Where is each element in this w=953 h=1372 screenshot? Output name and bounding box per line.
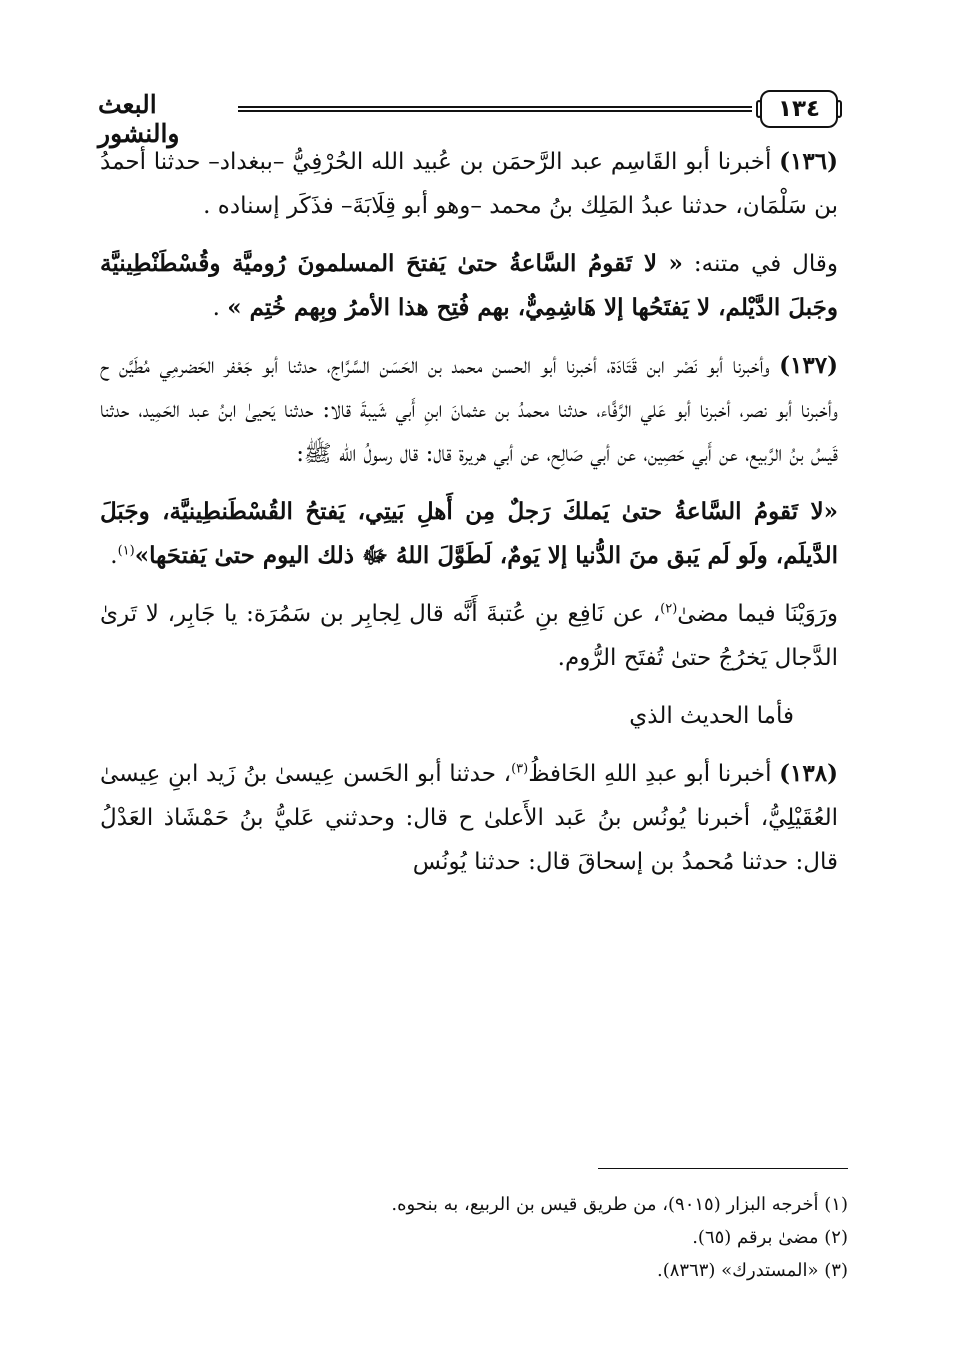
paragraph-amma (100, 694, 838, 738)
footnote-1: (١) أخرجه البزار (٩٠١٥)، من طريق قيس بن الربيع، به بنحوه. (391, 1194, 848, 1215)
paragraph-rawayna (100, 592, 838, 680)
header-divider (238, 106, 752, 112)
paragraph-136 (100, 140, 838, 228)
paragraph-138 (100, 752, 838, 884)
paragraph-intro: وقال في متنه: (682, 251, 838, 277)
footnote-3: (٣) «المستدرك» (٨٣٦٣). (657, 1260, 848, 1281)
footnote-2: (٢) مضىٰ برقم (٦٥). (692, 1227, 848, 1248)
main-text (100, 140, 838, 884)
paragraph-intro: أخبرنا أبو عبدِ اللهِ الحَافظُ (528, 761, 780, 787)
paragraph-matn (100, 242, 838, 330)
paragraph-text: ، حدثنا أبو الحَسن عِيسىٰ بنُ زَيد ابنِ عِيسىٰ العُقَيْلِيُّ، أخبرنا يُونُس بنُ عَبد الأَعلىٰ ح قال: وحدثني عَليُّ بنُ حَمْشَاذ العَدْلُ قال: حدثنا مُحمدُ بن إسحاقَ قال: حدثنا يُونُس (100, 761, 838, 875)
paragraph-text: ، عن نَافِع بنِ عُتبةَ أَنَّه قال لِجابِر بن سَمُرَة: يا جَابِر، لا تَرىٰ الدَّجال يَخرُجُ حتىٰ تُفتَح الرُّوم. (100, 601, 838, 671)
paragraph-text: وأخبرنا أبو نَصْر ابن قَتَادَة، أخبرنا أبو الحسن محمد بن الحَسَن السَّرَّاج، حدثنا أبو جَعْفر الحَضرمِي مُطَيَّن ح وأخبرنا أبو نصر، أخبرنا أبو عَلي الرَّفَّاء، حدثنا محمدُ بن عثمانَ ابنِ أَبي شَيبةَ قالا: حدثنا يَحيىٰ ابنُ عبد الحَمِيد، حدثنا قَيسُ بنُ الرَّبيع، عن أَبي حَصِين، عن أبي صَالِح، عن أبي هريرة قال: قال رسولُ الله ﷺ: (100, 353, 838, 467)
footnotes (100, 1188, 848, 1287)
paragraph-text: فأما الحديث الذي (629, 703, 794, 729)
paragraph-hadith-quote (100, 490, 838, 578)
hadith-number: (١٣٧) (779, 352, 838, 379)
hadith-quote: «لا تَقومُ السَّاعةُ حتىٰ يَملكَ رَجلٌ مِن أَهلِ بَيتِي، يَفتحُ القُسْطَنطِينيَّة، وجَبَلَ الدَّيلَم، ولَو لَم يَبق منَ الدُّنيا إلا يَومٌ، لَطَوَّلَ اللهُ ﷻ ذلك اليوم حتىٰ يَفتحَها» (100, 498, 838, 569)
page-number: ١٣٤ (760, 90, 838, 128)
paragraph-text: أخبرنا أبو القَاسِم عبد الرَّحمَن بن عُبيد الله الحُرْفِيُّ –ببغداد– حدثنا أحمدُ بن سَلْمَان، حدثنا عبدُ المَلِك بنُ محمد –وهو أبو قِلَابَةَ– فذَكَر إسناده . (100, 149, 838, 219)
footnote-divider (598, 1168, 848, 1169)
paragraph-137 (100, 344, 838, 476)
paragraph-intro: ورَوَيْنَا فيما مضىٰ (677, 601, 839, 627)
paragraph-end: . (110, 543, 118, 569)
footnote-ref-3: (٣) (511, 761, 529, 777)
footnote-ref-1: (١) (117, 543, 135, 559)
hadith-quote: « لا تَقومُ السَّاعةُ حتىٰ يَفتحَ المسلمونَ رُوميَّة وقُسْطَنْطِينيَّة وجَبلَ الدَّيْلم، لا يَفتَحُها إلا هَاشِمِيٌّ، بهم فُتِح هذا الأمرُ وبِهم خُتِم » (100, 250, 838, 321)
footnote-ref-2: (٢) (660, 601, 678, 617)
page-header (98, 84, 838, 148)
hadith-number: (١٣٨) (779, 760, 838, 787)
hadith-number: (١٣٦) (779, 148, 838, 175)
paragraph-end: . (212, 295, 228, 321)
book-title: البعث والنشور (98, 90, 180, 148)
